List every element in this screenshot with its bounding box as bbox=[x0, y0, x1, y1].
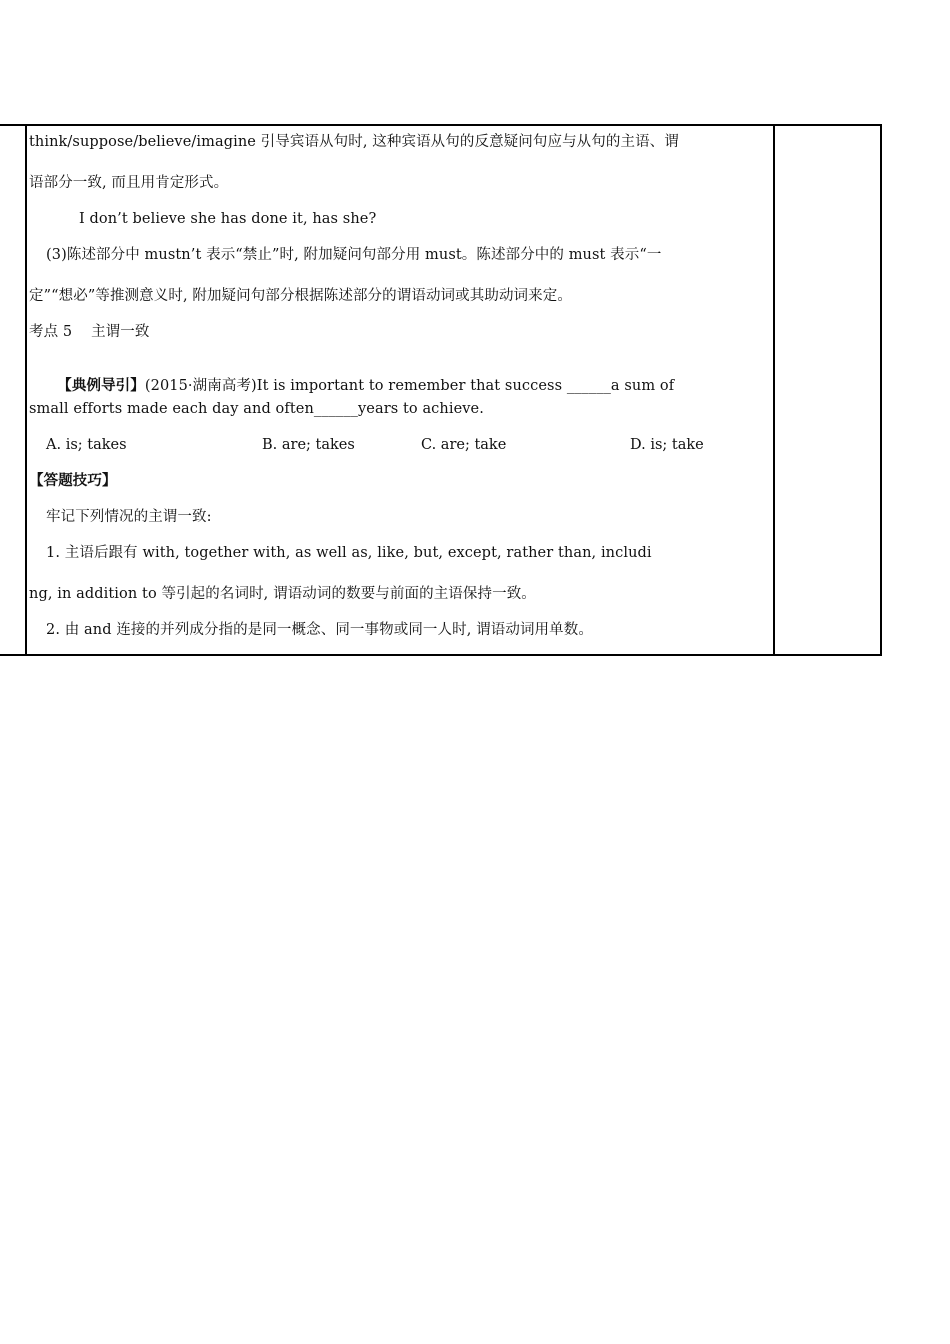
right-column bbox=[773, 126, 880, 654]
tips-intro: 牢记下列情况的主谓一致: bbox=[46, 509, 212, 525]
option-a: A. is; takes bbox=[46, 437, 127, 453]
text-line-think-suppose: think/suppose/believe/imagine 引导宾语从句时, 这种宾语从句的反意疑问句应与从句的主语、谓 bbox=[29, 134, 679, 150]
rule-3-line-1: (3)陈述部分中 mustn’t 表示“禁止”时, 附加疑问句部分用 must。陈述部分中的 must 表示“一 bbox=[46, 247, 662, 263]
left-column bbox=[0, 126, 27, 654]
section-heading-kaodian-5: 考点 5 主谓一致 bbox=[29, 324, 150, 340]
option-c: C. are; take bbox=[421, 437, 507, 453]
tip-1-line-2: ng, in addition to 等引起的名词时, 谓语动词的数要与前面的主语保持一致。 bbox=[29, 586, 536, 602]
text-line-affirmative: 语部分一致, 而且用肯定形式。 bbox=[29, 175, 229, 191]
tip-2: 2. 由 and 连接的并列成分指的是同一概念、同一事物或同一人时, 谓语动词用单数。 bbox=[46, 622, 593, 638]
example-guide-label: 【典例导引】 bbox=[57, 377, 145, 394]
example-guide-question: (2015·湖南高考)It is important to remember that success ______a sum of bbox=[144, 378, 675, 394]
tip-1-line-1: 1. 主语后跟有 with, together with, as well as, like, but, except, rather than, includi bbox=[46, 545, 652, 561]
rule-3-line-2: 定”“想必”等推测意义时, 附加疑问句部分根据陈述部分的谓语动词或其助动词来定。 bbox=[29, 288, 572, 304]
option-b: B. are; takes bbox=[262, 437, 355, 453]
main-cell bbox=[29, 126, 773, 654]
example-guide-line-2: small efforts made each day and often______years to achieve. bbox=[29, 401, 484, 417]
option-d: D. is; take bbox=[630, 437, 704, 453]
tips-heading: 【答题技巧】 bbox=[29, 472, 117, 489]
example-sentence: I don’t believe she has done it, has she? bbox=[79, 211, 377, 227]
content-table bbox=[0, 124, 882, 656]
